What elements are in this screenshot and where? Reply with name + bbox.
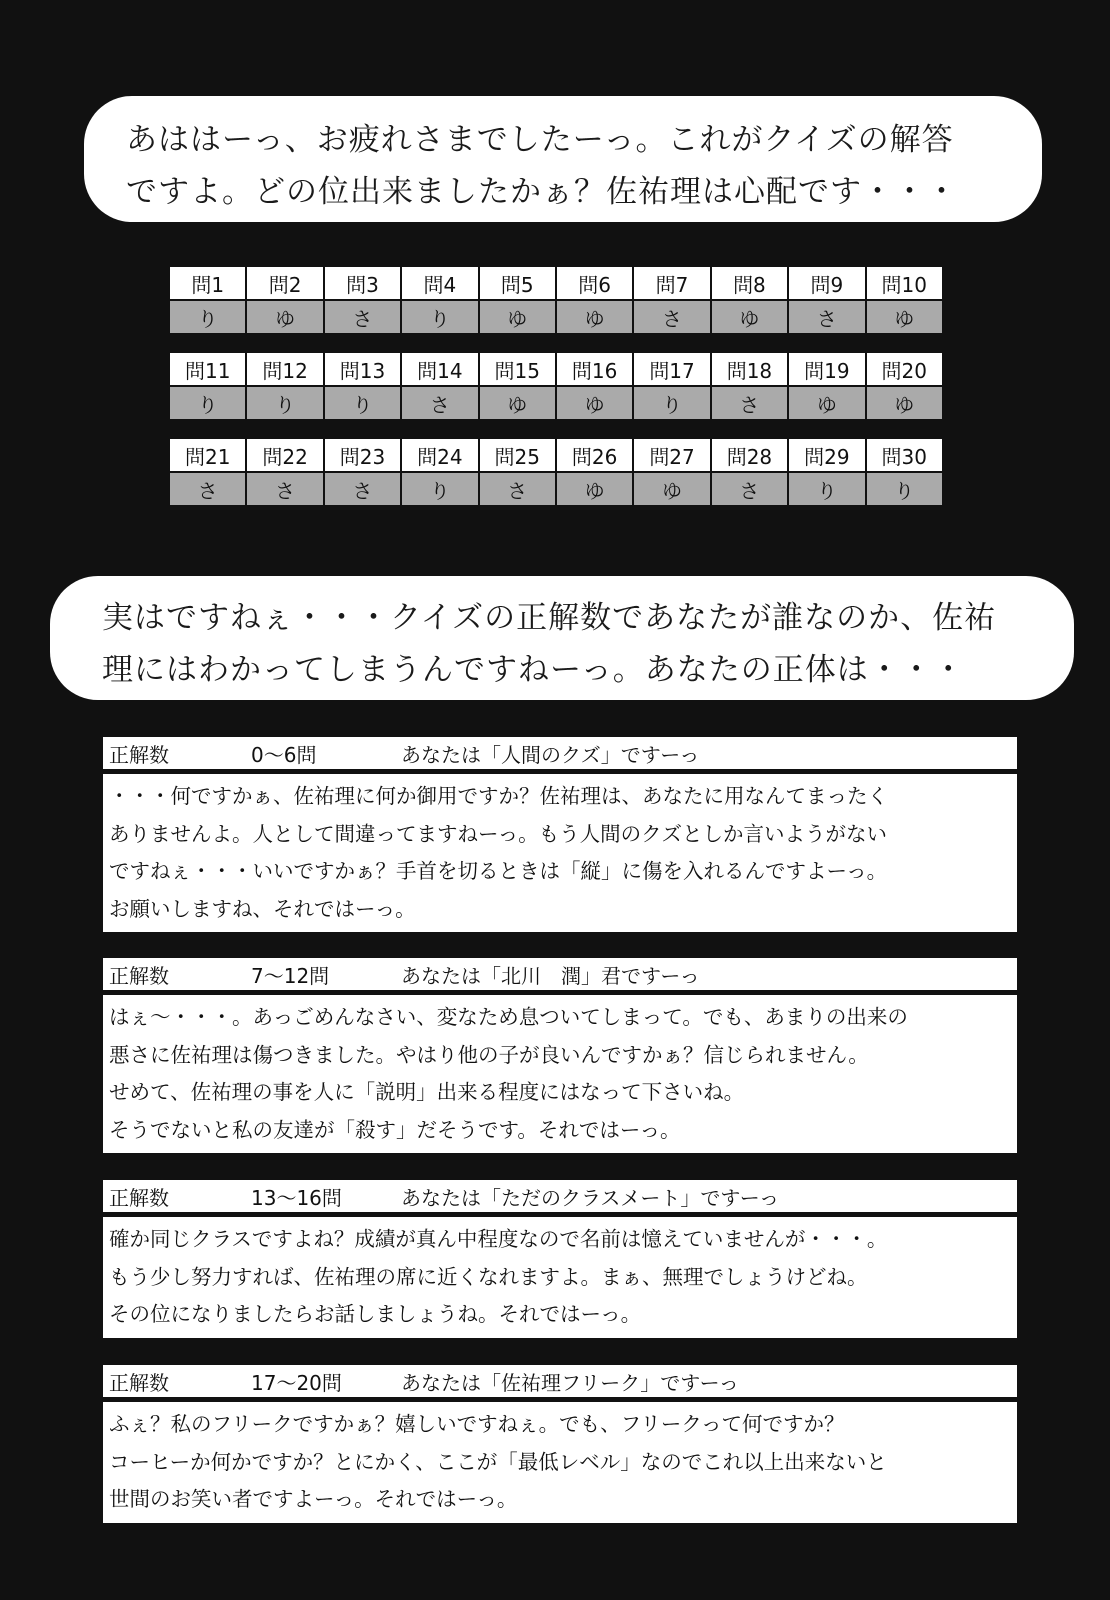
answer-cell: さ	[633, 300, 710, 334]
reveal-speech-bubble	[50, 576, 1074, 700]
result-text-line: はぇ～・・・。あっごめんなさい、変なため息ついてしまって。でも、あまりの出来の	[109, 1005, 908, 1029]
answer-cell: り	[401, 300, 478, 334]
question-cell: 問10	[866, 266, 943, 300]
question-cell: 問14	[401, 352, 478, 386]
result-text-line: 確か同じクラスですよね？成績が真ん中程度なので名前は憶えていませんが・・・。	[109, 1227, 888, 1251]
answer-cell: ゆ	[788, 386, 865, 420]
answer-cell: さ	[788, 300, 865, 334]
reveal-line: 理にはわかってしまうんですねーっ。あなたの正体は・・・	[102, 652, 965, 688]
result-label: 正解数	[109, 1185, 169, 1210]
result-text-line: 世間のお笑い者ですよーっ。それではーっ。	[109, 1487, 518, 1511]
result-text-line: その位になりましたらお話しましょうね。それではーっ。	[109, 1302, 642, 1326]
question-cell: 問15	[479, 352, 556, 386]
result-body	[103, 1217, 1017, 1338]
question-cell: 問8	[711, 266, 788, 300]
question-row	[169, 266, 943, 300]
question-cell: 問30	[866, 438, 943, 472]
answer-cell: ゆ	[866, 386, 943, 420]
result-verdict: あなたは「佐祐理フリーク」ですーっ	[401, 1370, 739, 1395]
result-block	[103, 737, 1017, 932]
answer-cell: さ	[479, 472, 556, 506]
result-text-line: ふぇ？私のフリークですかぁ？嬉しいですねぇ。でも、フリークって何ですか？	[109, 1412, 845, 1436]
answer-cell: さ	[711, 386, 788, 420]
question-cell: 問21	[169, 438, 246, 472]
answer-cell: さ	[324, 300, 401, 334]
question-cell: 問1	[169, 266, 246, 300]
result-text-line: 悪さに佐祐理は傷つきました。やはり他の子が良いんですかぁ？信じられません。	[109, 1042, 869, 1067]
answer-cell: ゆ	[556, 472, 633, 506]
question-cell: 問12	[246, 352, 323, 386]
question-cell: 問28	[711, 438, 788, 472]
result-text-line: ・・・何ですかぁ、佐祐理に何か御用ですか？佐祐理は、あなたに用なんてまったく	[109, 784, 888, 808]
answer-cell: ゆ	[479, 386, 556, 420]
answer-row	[169, 300, 943, 334]
question-cell: 問22	[246, 438, 323, 472]
result-text-line: ありませんよ。人として間違ってますねーっ。もう人間のクズとしか言いようがない	[109, 821, 887, 846]
reveal-line: 実はですねぇ・・・クイズの正解数であなたが誰なのか、佐祐	[102, 600, 997, 636]
question-cell: 問17	[633, 352, 710, 386]
question-cell: 問9	[788, 266, 865, 300]
question-cell: 問26	[556, 438, 633, 472]
answer-cell: り	[324, 386, 401, 420]
question-cell: 問20	[866, 352, 943, 386]
result-header	[103, 1180, 1017, 1212]
question-cell: 問7	[633, 266, 710, 300]
answer-cell: り	[401, 472, 478, 506]
answer-cell: ゆ	[556, 386, 633, 420]
question-cell: 問18	[711, 352, 788, 386]
question-row	[169, 352, 943, 386]
question-cell: 問5	[479, 266, 556, 300]
question-cell: 問27	[633, 438, 710, 472]
result-block	[103, 1180, 1017, 1338]
answer-table-3	[168, 437, 944, 507]
result-block	[103, 958, 1017, 1153]
result-verdict: あなたは「人間のクズ」ですーっ	[401, 742, 700, 767]
result-range: 17～20問	[251, 1370, 342, 1395]
intro-speech-bubble	[84, 96, 1042, 222]
answer-cell: り	[169, 386, 246, 420]
result-text-line: もう少し努力すれば、佐祐理の席に近くなれますよ。まぁ、無理でしょうけどね。	[109, 1264, 868, 1289]
answer-cell: さ	[246, 472, 323, 506]
answer-cell: り	[169, 300, 246, 334]
answer-cell: ゆ	[479, 300, 556, 334]
answer-cell: り	[866, 472, 943, 506]
answer-cell: ゆ	[633, 472, 710, 506]
result-body	[103, 774, 1017, 932]
result-text-line: ですねぇ・・・いいですかぁ？手首を切るときは「縦」に傷を入れるんですよーっ。	[109, 859, 888, 883]
question-cell: 問29	[788, 438, 865, 472]
answer-cell: さ	[324, 472, 401, 506]
answer-table-1	[168, 265, 944, 335]
answer-cell: さ	[711, 472, 788, 506]
result-label: 正解数	[109, 742, 169, 767]
result-block	[103, 1365, 1017, 1523]
question-cell: 問6	[556, 266, 633, 300]
result-label: 正解数	[109, 1370, 169, 1395]
question-cell: 問16	[556, 352, 633, 386]
question-cell: 問19	[788, 352, 865, 386]
answer-cell: ゆ	[711, 300, 788, 334]
question-cell: 問4	[401, 266, 478, 300]
question-row	[169, 438, 943, 472]
result-verdict: あなたは「北川 潤」君ですーっ	[401, 963, 700, 988]
question-cell: 問2	[246, 266, 323, 300]
result-range: 13～16問	[251, 1185, 342, 1210]
result-body	[103, 995, 1017, 1153]
answer-row	[169, 472, 943, 506]
question-cell: 問11	[169, 352, 246, 386]
intro-line: あははーっ、お疲れさまでしたーっ。これがクイズの解答	[126, 122, 954, 158]
answer-row	[169, 386, 943, 420]
answer-cell: ゆ	[866, 300, 943, 334]
answer-table-2	[168, 351, 944, 421]
answer-cell: ゆ	[246, 300, 323, 334]
question-cell: 問25	[479, 438, 556, 472]
result-header	[103, 1365, 1017, 1397]
result-range: 7～12問	[251, 963, 330, 988]
question-cell: 問23	[324, 438, 401, 472]
result-label: 正解数	[109, 963, 169, 988]
answer-cell: さ	[169, 472, 246, 506]
intro-line: ですよ。どの位出来ましたかぁ？佐祐理は心配です・・・	[126, 174, 958, 210]
result-body	[103, 1402, 1017, 1523]
answer-cell: ゆ	[556, 300, 633, 334]
result-verdict: あなたは「ただのクラスメート」ですーっ	[401, 1185, 779, 1210]
answer-cell: り	[246, 386, 323, 420]
result-header	[103, 958, 1017, 990]
question-cell: 問3	[324, 266, 401, 300]
result-range: 0～6問	[251, 742, 317, 767]
result-text-line: コーヒーか何かですか？とにかく、ここが「最低レベル」なのでこれ以上出来ないと	[109, 1449, 887, 1474]
answer-cell: り	[788, 472, 865, 506]
question-cell: 問24	[401, 438, 478, 472]
result-text-line: お願いしますね、それではーっ。	[109, 896, 416, 921]
question-cell: 問13	[324, 352, 401, 386]
result-text-line: せめて、佐祐理の事を人に「説明」出来る程度にはなって下さいね。	[109, 1080, 745, 1104]
answer-cell: さ	[401, 386, 478, 420]
result-header	[103, 737, 1017, 769]
result-text-line: そうでないと私の友達が「殺す」だそうです。それではーっ。	[109, 1117, 681, 1142]
answer-cell: り	[633, 386, 710, 420]
